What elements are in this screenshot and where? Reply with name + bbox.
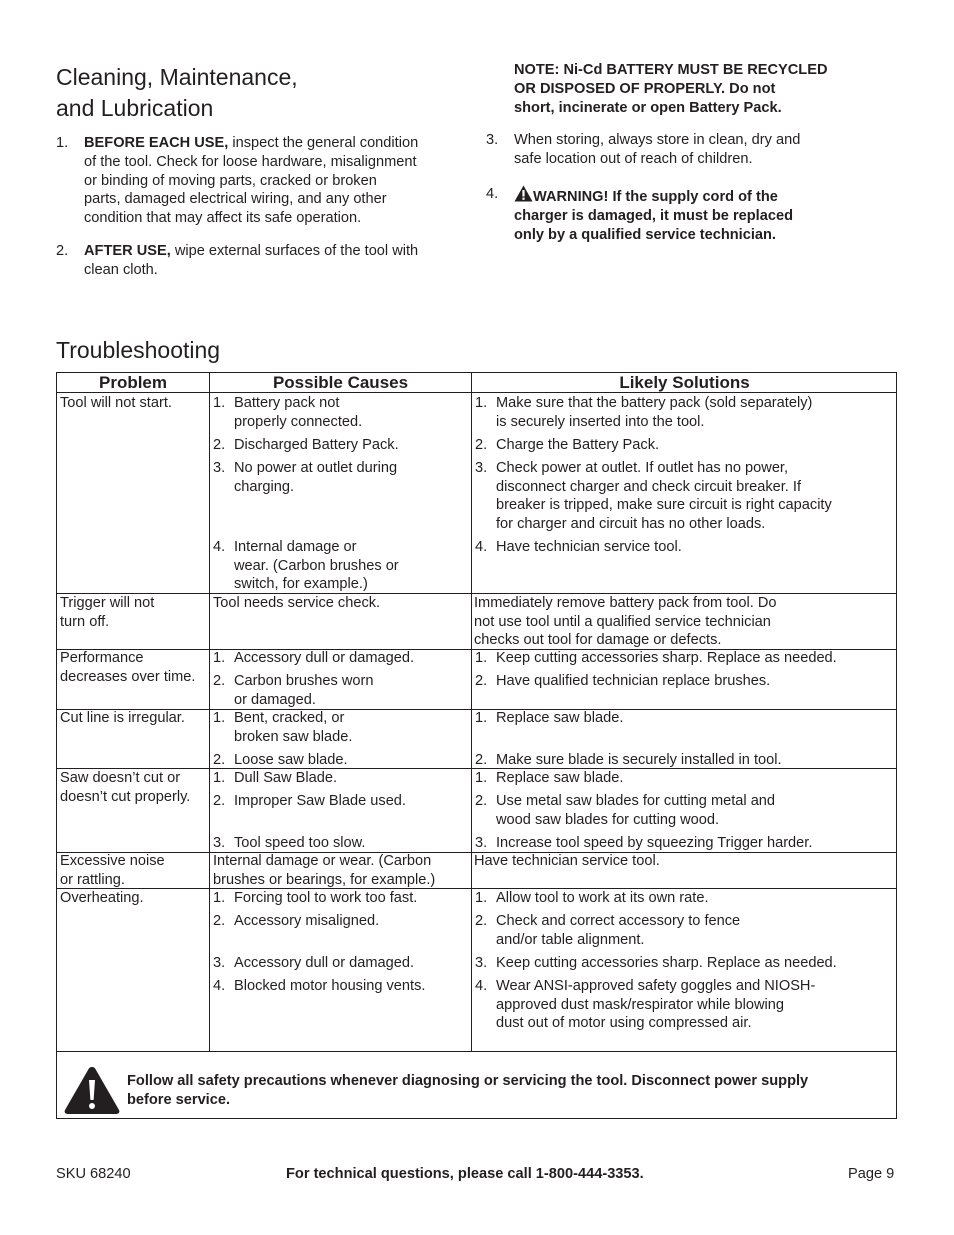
problem-cell: Cut line is irregular. [60, 710, 185, 726]
item-number: 1. [213, 770, 226, 786]
item-bold-lead: AFTER USE, [84, 243, 171, 259]
problem-cell [60, 852, 165, 889]
section-title-cleaning [56, 62, 298, 124]
solution-text: Check power at outlet. If outlet has no power, [496, 460, 789, 476]
note-line: OR DISPOSED OF PROPERLY. Do not [514, 80, 776, 97]
item-number: 3. [486, 132, 499, 148]
item-number: 2. [56, 243, 69, 259]
cause-text: Accessory misaligned. [234, 913, 380, 929]
problem-text: Excessive noise [60, 853, 165, 869]
cause-text: Internal damage or [234, 539, 357, 555]
item-number: 3. [213, 835, 226, 851]
item-number: 1. [475, 770, 488, 786]
solution-cell: Have technician service tool. [474, 853, 660, 869]
solution-text: Use metal saw blades for cutting metal and [496, 793, 776, 809]
item-number: 4. [213, 978, 226, 994]
item-number: 1. [213, 710, 226, 726]
cause-cell: Tool needs service check. [213, 595, 381, 611]
item-number: 2. [475, 437, 488, 453]
item-number: 2. [213, 913, 226, 929]
problem-text: or rattling. [60, 871, 125, 888]
warning-line: Follow all safety precautions whenever diagnosing or servicing the tool. Disconnect power supply [127, 1073, 809, 1089]
safety-warning-icon [63, 1065, 121, 1115]
solution-text: Have qualified technician replace brushes. [496, 673, 771, 689]
solution-text: dust out of motor using compressed air. [496, 1015, 752, 1032]
solution-text: Increase tool speed by squeezing Trigger harder. [496, 835, 813, 851]
warning-text: WARNING! If the supply cord of the [533, 189, 778, 205]
cause-text: Blocked motor housing vents. [234, 978, 426, 994]
item-text: or binding of moving parts, cracked or broken [84, 172, 377, 189]
cause-text: charging. [234, 478, 295, 495]
item-number: 4. [213, 539, 226, 555]
cause-text: Improper Saw Blade used. [234, 793, 406, 809]
battery-note [514, 61, 828, 117]
cause-text: Forcing tool to work too fast. [234, 890, 418, 906]
problem-text: doesn’t cut properly. [60, 788, 191, 805]
item-number: 2. [213, 793, 226, 809]
solution-text: Replace saw blade. [496, 710, 624, 726]
sku-label: SKU 68240 [56, 1166, 131, 1182]
item-number: 1. [56, 135, 69, 151]
item-number: 3. [213, 460, 226, 476]
item-number: 2. [213, 752, 226, 768]
warning-text: only by a qualified service technician. [514, 226, 776, 243]
solution-text: wood saw blades for cutting wood. [496, 811, 720, 828]
cause-text: wear. (Carbon brushes or [234, 557, 399, 574]
cause-text: Accessory dull or damaged. [234, 650, 415, 666]
cause-text: or damaged. [234, 691, 316, 708]
item-number: 4. [486, 186, 499, 202]
cause-text: brushes or bearings, for example.) [213, 871, 436, 888]
item-number: 2. [475, 752, 488, 768]
cleaning-item-1 [56, 134, 456, 229]
item-number: 3. [475, 835, 488, 851]
cause-text: Loose saw blade. [234, 752, 348, 768]
support-phone-text: For technical questions, please call 1-800-444-3353. [286, 1166, 644, 1182]
cause-text: Internal damage or wear. (Carbon [213, 853, 432, 869]
item-number: 4. [475, 978, 488, 994]
solution-text: breaker is tripped, make sure circuit is right capacity [496, 497, 832, 514]
item-number: 2. [475, 673, 488, 689]
title-line: Cleaning, Maintenance, [56, 64, 298, 90]
problem-text: Performance [60, 650, 144, 666]
item-number: 1. [475, 395, 488, 411]
item-number: 2. [213, 673, 226, 689]
cause-text: broken saw blade. [234, 728, 353, 745]
problem-cell: Overheating. [60, 890, 144, 906]
problem-text: Trigger will not [60, 595, 155, 611]
solution-text: Allow tool to work at its own rate. [496, 890, 709, 906]
item-text: safe location out of reach of children. [514, 150, 753, 167]
solution-text: Wear ANSI-approved safety goggles and NIOSH- [496, 978, 816, 994]
solution-text: Make sure blade is securely installed in tool. [496, 752, 782, 768]
warning-line: before service. [127, 1092, 231, 1108]
item-number: 3. [213, 955, 226, 971]
item-number: 1. [213, 650, 226, 666]
item-number: 2. [475, 913, 488, 929]
cause-text: Dull Saw Blade. [234, 770, 338, 786]
problem-cell [60, 594, 154, 631]
item-number: 1. [475, 650, 488, 666]
row-divider [56, 1051, 897, 1052]
item-text: of the tool. Check for loose hardware, misalignment [84, 153, 417, 170]
solution-text: for charger and circuit has no other loads. [496, 515, 766, 532]
safety-warning-text [127, 1072, 808, 1110]
title-line: and Lubrication [56, 95, 214, 121]
warning-triangle-icon [514, 185, 533, 202]
cause-text: Tool speed too slow. [234, 835, 366, 851]
item-text: When storing, always store in clean, dry and [514, 132, 801, 148]
solution-text: checks out tool for damage or defects. [474, 632, 722, 649]
solution-text: Keep cutting accessories sharp. Replace as needed. [496, 650, 837, 666]
solution-text: disconnect charger and check circuit breaker. If [496, 478, 802, 495]
item-number: 1. [475, 710, 488, 726]
problem-cell [60, 769, 190, 806]
solution-text: Charge the Battery Pack. [496, 437, 660, 453]
cleaning-item-2 [56, 242, 456, 282]
cause-text: Accessory dull or damaged. [234, 955, 415, 971]
item-number: 3. [475, 955, 488, 971]
cause-cell [213, 852, 435, 889]
item-number: 1. [213, 395, 226, 411]
cause-text: Bent, cracked, or [234, 710, 345, 726]
cause-text: switch, for example.) [234, 576, 368, 593]
item-number: 1. [475, 890, 488, 906]
page-number: Page 9 [848, 1166, 895, 1182]
item-number: 2. [475, 793, 488, 809]
item-number: 4. [475, 539, 488, 555]
item-text: condition that may affect its safe operation. [84, 210, 362, 227]
cleaning-item-3 [486, 131, 886, 171]
item-bold-lead: BEFORE EACH USE, [84, 135, 229, 151]
cause-text: Discharged Battery Pack. [234, 437, 399, 453]
solution-text: Replace saw blade. [496, 770, 624, 786]
item-text: wipe external surfaces of the tool with [170, 243, 419, 259]
item-text: clean cloth. [84, 261, 158, 278]
solution-text: Have technician service tool. [496, 539, 682, 555]
problem-text: turn off. [60, 613, 110, 630]
warning-text: charger is damaged, it must be replaced [514, 207, 793, 224]
section-title-troubleshooting: Troubleshooting [56, 337, 221, 363]
cleaning-item-4 [486, 185, 886, 245]
item-text: parts, damaged electrical wiring, and any other [84, 191, 387, 208]
solution-text: and/or table alignment. [496, 931, 645, 948]
problem-text: decreases over time. [60, 668, 196, 685]
solution-text: Immediately remove battery pack from tool. Do [474, 595, 777, 611]
problem-cell [60, 649, 195, 686]
item-text: inspect the general condition [228, 135, 419, 151]
column-divider [209, 372, 210, 1052]
cause-text: Carbon brushes worn [234, 673, 374, 689]
item-number: 1. [213, 890, 226, 906]
header-problem: Problem [98, 373, 168, 392]
solution-cell [474, 594, 777, 650]
solution-text: Keep cutting accessories sharp. Replace as needed. [496, 955, 837, 971]
solution-text: not use tool until a qualified service technician [474, 613, 771, 630]
solution-text: Make sure that the battery pack (sold separately) [496, 395, 813, 411]
solution-text: Check and correct accessory to fence [496, 913, 741, 929]
item-number: 3. [475, 460, 488, 476]
solution-text: is securely inserted into the tool. [496, 413, 705, 430]
problem-text: Saw doesn’t cut or [60, 770, 181, 786]
header-likely-solutions: Likely Solutions [619, 373, 750, 392]
item-number: 2. [213, 437, 226, 453]
header-possible-causes: Possible Causes [272, 373, 409, 392]
cause-text: properly connected. [234, 413, 363, 430]
note-line: NOTE: Ni-Cd BATTERY MUST BE RECYCLED [514, 62, 828, 78]
cause-text: No power at outlet during [234, 460, 398, 476]
solution-text: approved dust mask/respirator while blowing [496, 996, 784, 1013]
cause-text: Battery pack not [234, 395, 340, 411]
column-divider [471, 372, 472, 1052]
problem-cell: Tool will not start. [60, 395, 172, 411]
note-line: short, incinerate or open Battery Pack. [514, 99, 782, 116]
